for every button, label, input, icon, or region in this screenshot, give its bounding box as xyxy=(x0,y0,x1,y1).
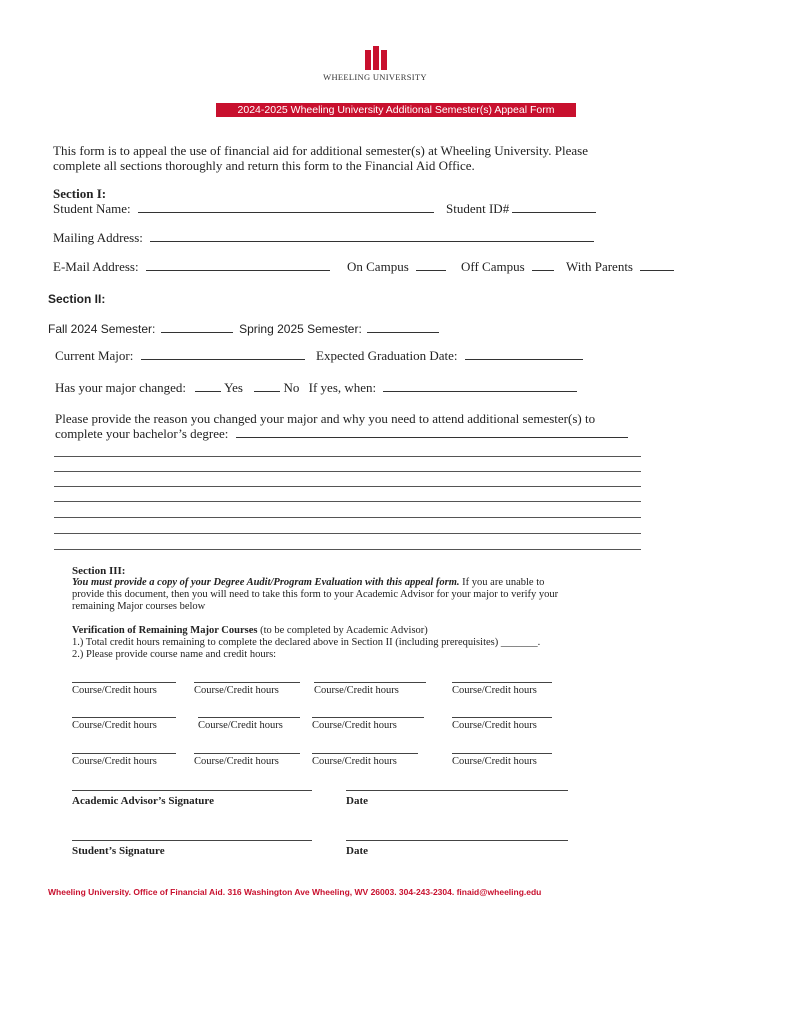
course-label: Course/Credit hours xyxy=(312,756,397,767)
notice-rest: If you are unable to xyxy=(459,577,545,588)
intro-line-2: complete all sections thoroughly and return this form to the Financial Aid Office. xyxy=(53,158,475,173)
course-label: Course/Credit hours xyxy=(72,756,157,767)
email-row xyxy=(53,259,330,274)
course-field[interactable] xyxy=(452,717,552,731)
with-parents-row xyxy=(566,259,674,274)
logo-text: WHEELING UNIVERSITY xyxy=(323,72,427,82)
if-yes-field[interactable] xyxy=(383,380,577,392)
reason-line[interactable] xyxy=(54,517,641,518)
off-campus-field[interactable] xyxy=(532,259,554,271)
on-campus-label: On Campus xyxy=(347,259,409,274)
advisor-date-field[interactable] xyxy=(346,790,568,807)
notice-line-1 xyxy=(72,577,652,589)
course-label: Course/Credit hours xyxy=(194,685,279,696)
with-parents-label: With Parents xyxy=(566,259,633,274)
section-2-heading: Section II: xyxy=(48,292,106,306)
course-field[interactable] xyxy=(72,717,176,731)
fall-semester-label: Fall 2024 Semester: xyxy=(48,322,156,336)
verification-heading xyxy=(72,625,428,637)
reason-line[interactable] xyxy=(54,549,641,550)
student-date-field[interactable] xyxy=(346,840,568,857)
course-field[interactable] xyxy=(312,717,424,731)
course-label: Course/Credit hours xyxy=(72,720,157,731)
expected-grad-label: Expected Graduation Date: xyxy=(316,348,458,363)
course-label: Course/Credit hours xyxy=(194,756,279,767)
current-major-field[interactable] xyxy=(141,348,305,360)
off-campus-row xyxy=(461,259,554,274)
verification-item-2: 2.) Please provide course name and credit hours: xyxy=(72,649,277,660)
spring-semester-label: Spring 2025 Semester: xyxy=(239,322,362,336)
mailing-address-row xyxy=(53,230,594,245)
student-signature-label: Student’s Signature xyxy=(72,845,165,857)
verification-rest: (to be completed by Academic Advisor) xyxy=(257,625,428,636)
verification-item-1: 1.) Total credit hours remaining to complete the declared above in Section II (including prerequisites) _______. xyxy=(72,637,541,648)
yes-field[interactable] xyxy=(195,380,221,392)
student-signature-field[interactable] xyxy=(72,840,312,857)
major-changed-row xyxy=(55,380,577,395)
course-field[interactable] xyxy=(452,682,552,696)
section-1-heading: Section I: xyxy=(53,186,107,201)
course-field[interactable] xyxy=(198,717,300,731)
current-major-row xyxy=(55,348,305,363)
reason-field[interactable] xyxy=(236,426,628,438)
form-title: 2024-2025 Wheeling University Additional Semester(s) Appeal Form xyxy=(216,103,576,117)
student-name-row xyxy=(53,201,434,216)
student-id-field[interactable] xyxy=(512,201,596,213)
course-label: Course/Credit hours xyxy=(312,720,397,731)
course-field[interactable] xyxy=(194,682,300,696)
intro-line-1: This form is to appeal the use of financial aid for additional semester(s) at Wheeling University. Please xyxy=(53,143,589,158)
verification-bold: Verification of Remaining Major Courses xyxy=(72,625,258,636)
student-id-label: Student ID# xyxy=(446,201,510,216)
student-date-label: Date xyxy=(346,845,368,857)
course-label: Course/Credit hours xyxy=(72,685,157,696)
course-field[interactable] xyxy=(312,753,418,767)
yes-label: Yes xyxy=(224,380,243,395)
reason-line[interactable] xyxy=(54,486,641,487)
expected-grad-field[interactable] xyxy=(465,348,583,360)
email-label: E-Mail Address: xyxy=(53,259,139,274)
no-label: No xyxy=(283,380,300,395)
course-field[interactable] xyxy=(314,682,426,696)
student-name-field[interactable] xyxy=(138,201,434,213)
reason-row xyxy=(55,426,628,441)
course-field[interactable] xyxy=(194,753,300,767)
on-campus-row xyxy=(347,259,446,274)
mailing-address-label: Mailing Address: xyxy=(53,230,143,245)
notice-line-2: provide this document, then you will need to take this form to your Academic Advisor for your major to verify your xyxy=(72,589,559,600)
no-field[interactable] xyxy=(254,380,280,392)
semester-row xyxy=(48,321,439,336)
reason-line[interactable] xyxy=(54,471,641,472)
section-3-heading: Section III: xyxy=(72,565,126,577)
with-parents-field[interactable] xyxy=(640,259,674,271)
email-field[interactable] xyxy=(146,259,330,271)
mailing-address-field[interactable] xyxy=(150,230,594,242)
student-id-row xyxy=(446,201,596,216)
course-label: Course/Credit hours xyxy=(452,756,537,767)
if-yes-label: If yes, when: xyxy=(308,380,377,395)
current-major-label: Current Major: xyxy=(55,348,134,363)
reason-line-1: Please provide the reason you changed your major and why you need to attend additional semester(s) to xyxy=(55,411,596,426)
course-field[interactable] xyxy=(72,682,176,696)
major-changed-label: Has your major changed: xyxy=(55,380,187,395)
advisor-signature-field[interactable] xyxy=(72,790,312,807)
advisor-date-label: Date xyxy=(346,795,368,807)
off-campus-label: Off Campus xyxy=(461,259,525,274)
advisor-signature-label: Academic Advisor’s Signature xyxy=(72,795,214,807)
spring-semester-field[interactable] xyxy=(367,321,439,333)
course-label: Course/Credit hours xyxy=(452,720,537,731)
footer-contact: Wheeling University. Office of Financial Aid. 316 Washington Ave Wheeling, WV 26003. 304-243-2304. finaid@wheeling.edu xyxy=(48,887,542,897)
logo-mark-icon xyxy=(365,46,387,70)
course-field[interactable] xyxy=(452,753,552,767)
expected-grad-row xyxy=(316,348,583,363)
course-field[interactable] xyxy=(72,753,176,767)
on-campus-field[interactable] xyxy=(416,259,446,271)
student-name-label: Student Name: xyxy=(53,201,131,216)
course-label: Course/Credit hours xyxy=(314,685,399,696)
reason-label: complete your bachelor’s degree: xyxy=(55,426,229,441)
notice-line-3: remaining Major courses below xyxy=(72,601,206,612)
course-label: Course/Credit hours xyxy=(452,685,537,696)
fall-semester-field[interactable] xyxy=(161,321,233,333)
course-label: Course/Credit hours xyxy=(198,720,283,731)
notice-bold: You must provide a copy of your Degree Audit/Program Evaluation with this appeal form. xyxy=(72,577,460,588)
reason-line[interactable] xyxy=(54,533,641,534)
reason-line[interactable] xyxy=(54,456,641,457)
reason-line[interactable] xyxy=(54,501,641,502)
